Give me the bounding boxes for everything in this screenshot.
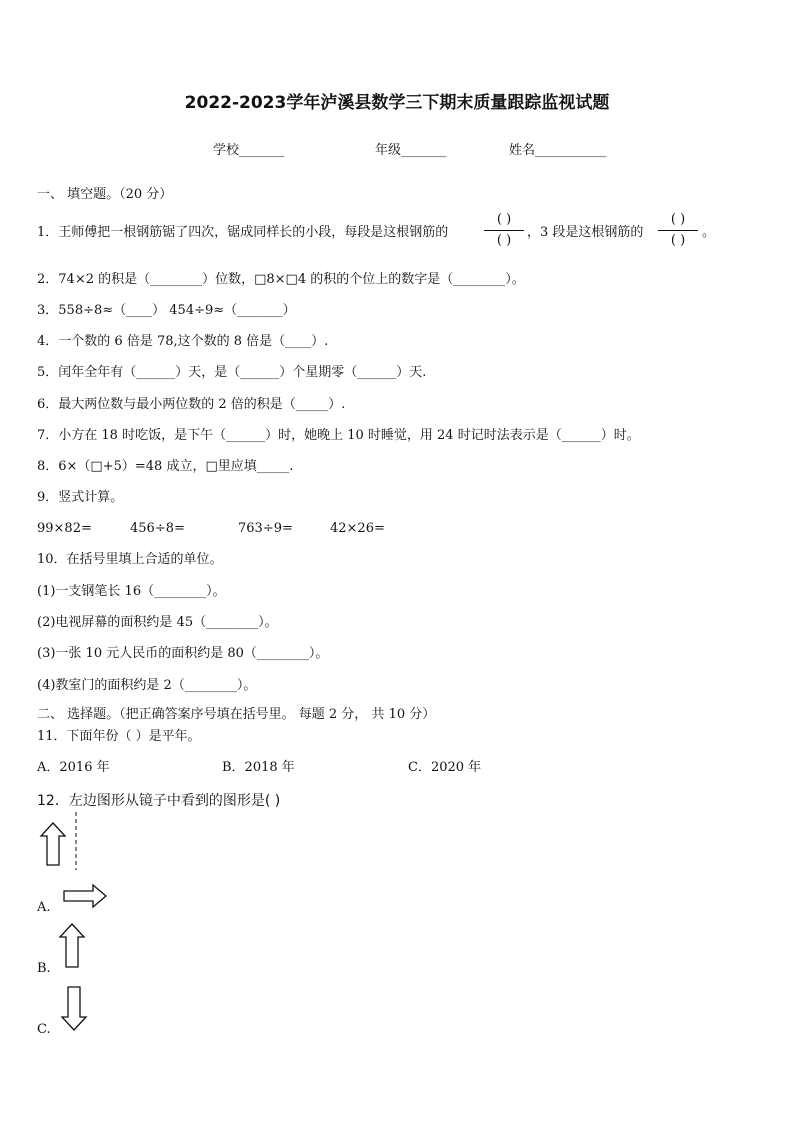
q11-text: 11．下面年份（ ）是平年。 <box>37 729 201 744</box>
q9-heading: 9．竖式计算。 <box>37 490 124 505</box>
arrow-down-icon <box>62 986 88 1032</box>
name-field: 姓名___________ <box>509 143 607 158</box>
q8-text: 8．6×（□+5）=48 成立，□里应填_____. <box>37 459 294 474</box>
mirror-line <box>74 812 78 872</box>
fraction-numerator: ( ) <box>670 212 686 227</box>
q11-option-c: C．2020 年 <box>408 760 482 775</box>
fraction-denominator: ( ) <box>496 233 512 248</box>
page-title: 2022-2023学年泸溪县数学三下期末质量跟踪监视试题 <box>184 93 610 113</box>
school-field: 学校_______ <box>213 143 285 158</box>
q12-option-a: A. <box>37 900 51 915</box>
q12-option-b: B. <box>37 961 51 976</box>
q1-text-b: ，3 段是这根钢筋的 <box>527 225 644 240</box>
fraction-numerator: ( ) <box>496 212 512 227</box>
q1-text-a: 1．王师傅把一根钢筋锯了四次，锯成同样长的小段，每段是这根钢筋的 <box>37 225 449 240</box>
q11-option-a: A．2016 年 <box>37 760 110 775</box>
q7-text: 7．小方在 18 时吃饭，是下午（______）时，她晚上 10 时睡觉，用 24 时记时法表示是（______）时。 <box>37 428 640 443</box>
q1-fraction-2 <box>656 210 700 250</box>
q11-option-b: B．2018 年 <box>222 760 295 775</box>
q10-item: (2)电视屏幕的面积约是 45（________）。 <box>37 615 278 630</box>
fraction-denominator: ( ) <box>670 233 686 248</box>
fraction-bar <box>484 230 524 231</box>
q9-item: 99×82= <box>37 521 92 536</box>
q10-heading: 10．在括号里填上合适的单位。 <box>37 552 223 567</box>
q10-item: (1)一支钢笔长 16（________）。 <box>37 584 226 599</box>
q12-text: 12．左边图形从镜子中看到的图形是( ) <box>37 793 281 809</box>
grade-field: 年级_______ <box>375 143 447 158</box>
arrow-up-icon <box>40 822 70 870</box>
section2-heading: 二、 选择题。（把正确答案序号填在括号里。 每题 2 分， 共 10 分） <box>37 707 436 722</box>
section1-heading: 一、 填空题。（20 分） <box>37 187 173 202</box>
q4-text: 4．一个数的 6 倍是 78,这个数的 8 倍是（____）. <box>37 334 329 349</box>
q10-item: (3)一张 10 元人民币的面积约是 80（________）。 <box>37 646 329 661</box>
q9-item: 42×26= <box>330 521 385 536</box>
arrow-right-icon <box>63 884 109 908</box>
q6-text: 6．最大两位数与最小两位数的 2 倍的积是（_____）. <box>37 397 346 412</box>
q1-fraction-1 <box>482 210 526 250</box>
q10-item: (4)教室门的面积约是 2（________）。 <box>37 678 257 693</box>
q5-text: 5．闰年全年有（______）天，是（______）个星期零（______）天. <box>37 365 427 380</box>
fraction-bar <box>658 230 698 231</box>
arrow-up-icon <box>60 923 86 969</box>
q9-item: 456÷8= <box>130 521 185 536</box>
q12-option-c: C. <box>37 1022 51 1037</box>
q1-text-c: 。 <box>702 225 716 240</box>
q2-text: 2．74×2 的积是（________）位数，□8×□4 的积的个位上的数字是（________）。 <box>37 272 525 287</box>
q3-text: 3．558÷8≈（____） 454÷9≈（_______） <box>37 303 296 318</box>
q9-item: 763÷9= <box>238 521 293 536</box>
